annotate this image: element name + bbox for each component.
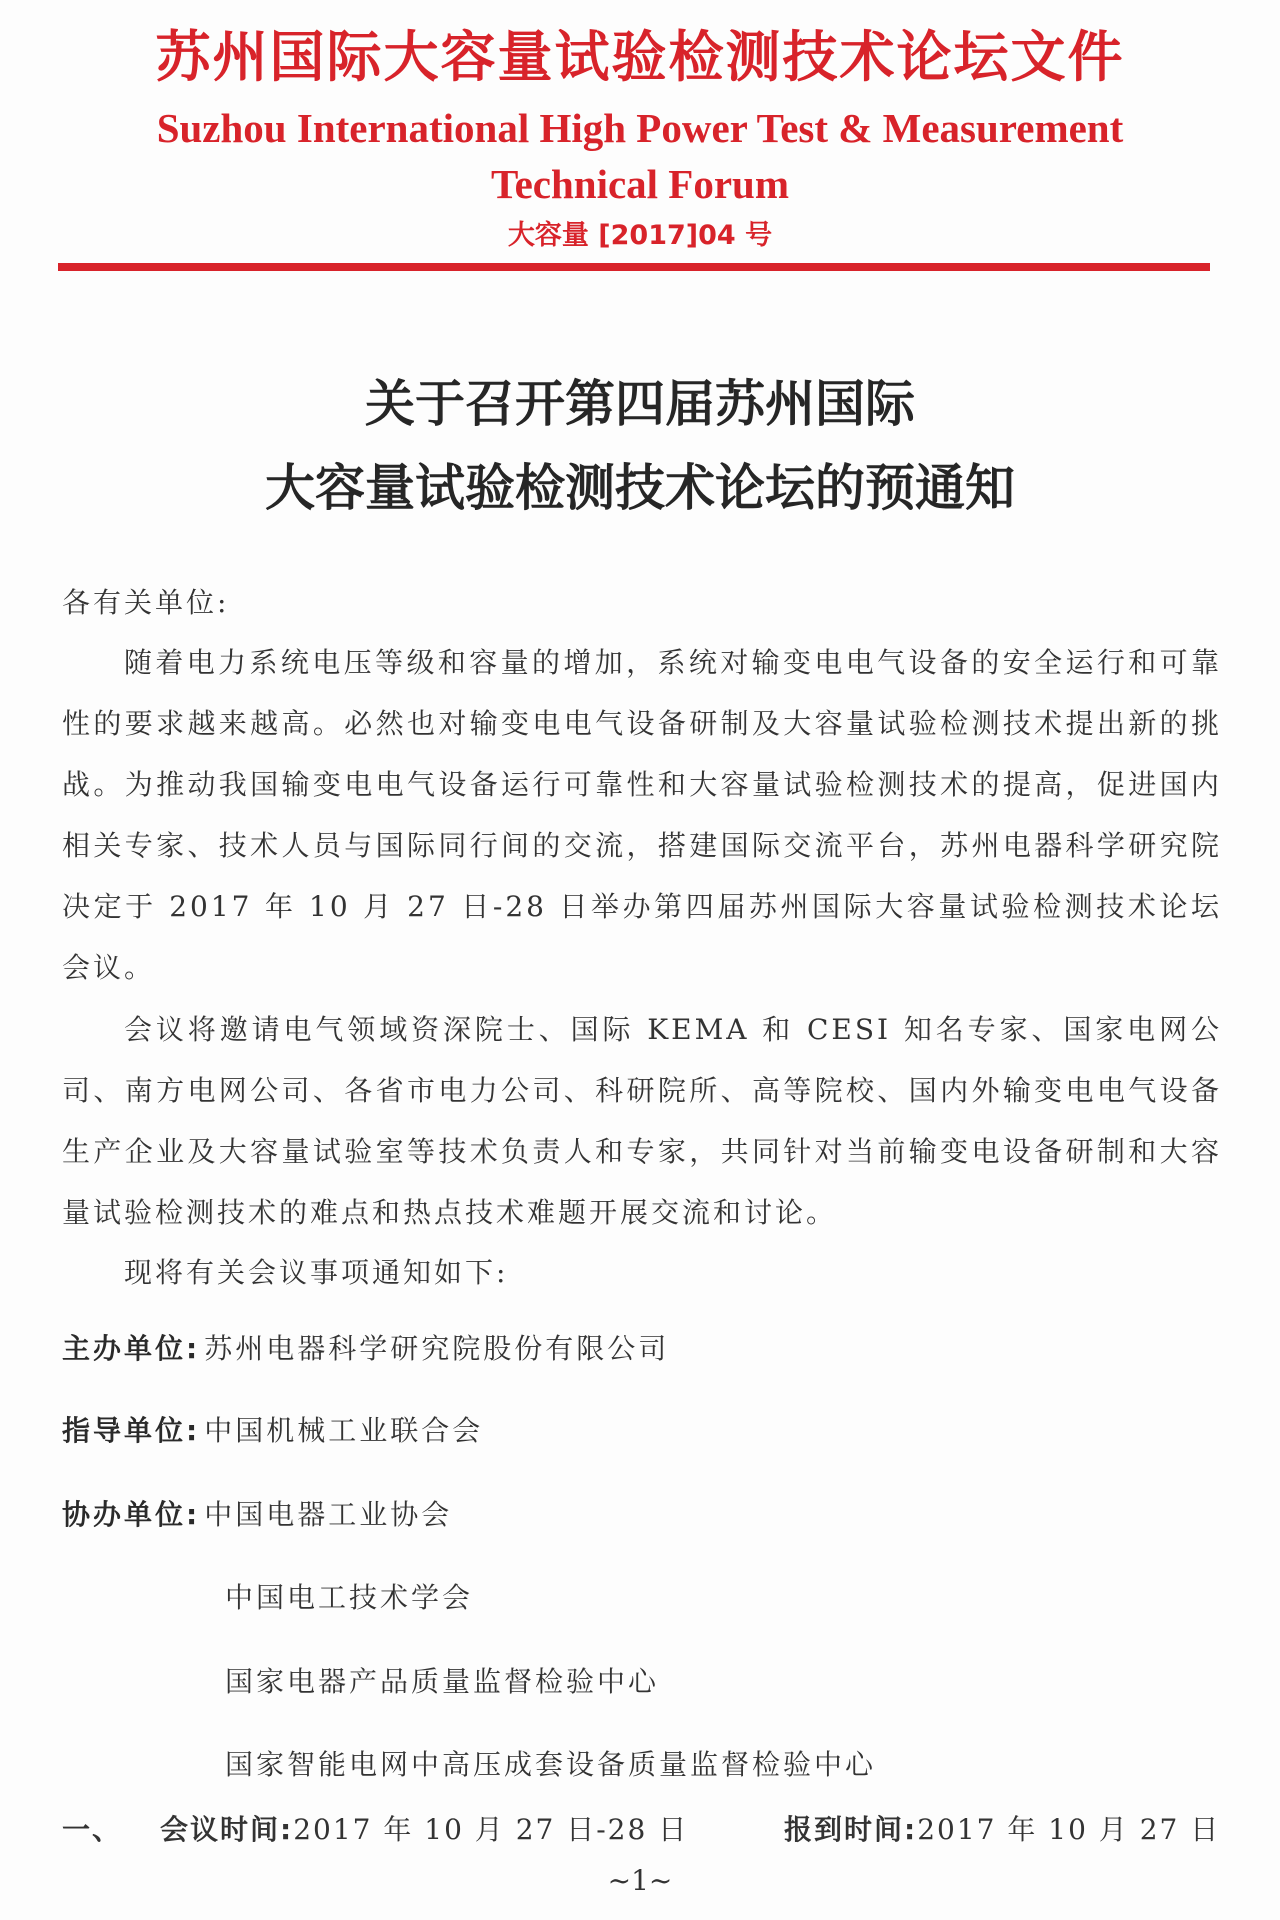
host-row [62, 1331, 669, 1367]
checkin-time-value: 2017 年 10 月 27 日 [917, 1813, 1221, 1846]
header-title-cn: 苏州国际大容量试验检测技术论坛文件 [155, 25, 1125, 89]
guide-row [62, 1413, 483, 1449]
header-title-en [0, 100, 1280, 212]
co-organizer-row [62, 1497, 452, 1533]
page-number: ~1~ [607, 1864, 673, 1897]
document-number: 大容量 [2017]04 号 [507, 220, 773, 251]
section-number: 一、 [62, 1813, 123, 1846]
paragraph-notice: 现将有关会议事项通知如下: [124, 1256, 509, 1289]
meeting-time-label: 会议时间: [160, 1813, 294, 1846]
host-label: 主办单位: [62, 1332, 201, 1365]
paragraph-invitation: 会议将邀请电气领域资深院士、国际 KEMA 和 CESI 知名专家、国家电网公司、南方电网公司、各省市电力公司、科研院所、高等院校、国内外输变电电气设备生产企业及大容量试验室等技术负责人和专家，共同针对当前输变电设备研制和大容量试验检测技术的难点和热点技术难题开展交流和讨论。 [62, 1013, 1222, 1229]
salutation: 各有关单位: [62, 586, 230, 619]
header-title-en-line1: Suzhou International High Power Test & Measurement [156, 105, 1124, 151]
checkin-time-label: 报到时间: [784, 1813, 918, 1846]
co-organizer-item: 国家电器产品质量监督检验中心 [225, 1665, 660, 1698]
co-organizer-label: 协办单位: [62, 1498, 201, 1531]
guide-label: 指导单位: [62, 1414, 201, 1447]
notice-title-line2: 大容量试验检测技术论坛的预通知 [265, 459, 1015, 517]
guide-value: 中国机械工业联合会 [204, 1414, 484, 1447]
header-divider [58, 263, 1210, 271]
section-1-row [62, 1812, 1222, 1848]
co-organizer-value: 中国电器工业协会 [204, 1498, 453, 1531]
meeting-time-value: 2017 年 10 月 27 日-28 日 [293, 1813, 689, 1846]
notice-title-line1: 关于召开第四届苏州国际 [365, 375, 915, 433]
co-organizer-item: 国家智能电网中高压成套设备质量监督检验中心 [225, 1748, 877, 1781]
co-organizer-item: 中国电工技术学会 [225, 1581, 474, 1614]
paragraph-intro: 随着电力系统电压等级和容量的增加，系统对输变电电气设备的安全运行和可靠性的要求越来越高。必然也对输变电电气设备研制及大容量试验检测技术提出新的挑战。为推动我国输变电电气设备运行可靠性和大容量试验检测技术的提高，促进国内相关专家、技术人员与国际同行间的交流，搭建国际交流平台，苏州电器科学研究院决定于 2017 年 10 月 27 日-28 日举办第四届苏州国际大容量试验检测技术论坛会议。 [62, 646, 1222, 984]
checkin-time [784, 1812, 1220, 1848]
header-title-en-line2: Technical Forum [490, 161, 789, 207]
host-value: 苏州电器科学研究院股份有限公司 [204, 1332, 670, 1365]
notice-title [0, 362, 1280, 530]
